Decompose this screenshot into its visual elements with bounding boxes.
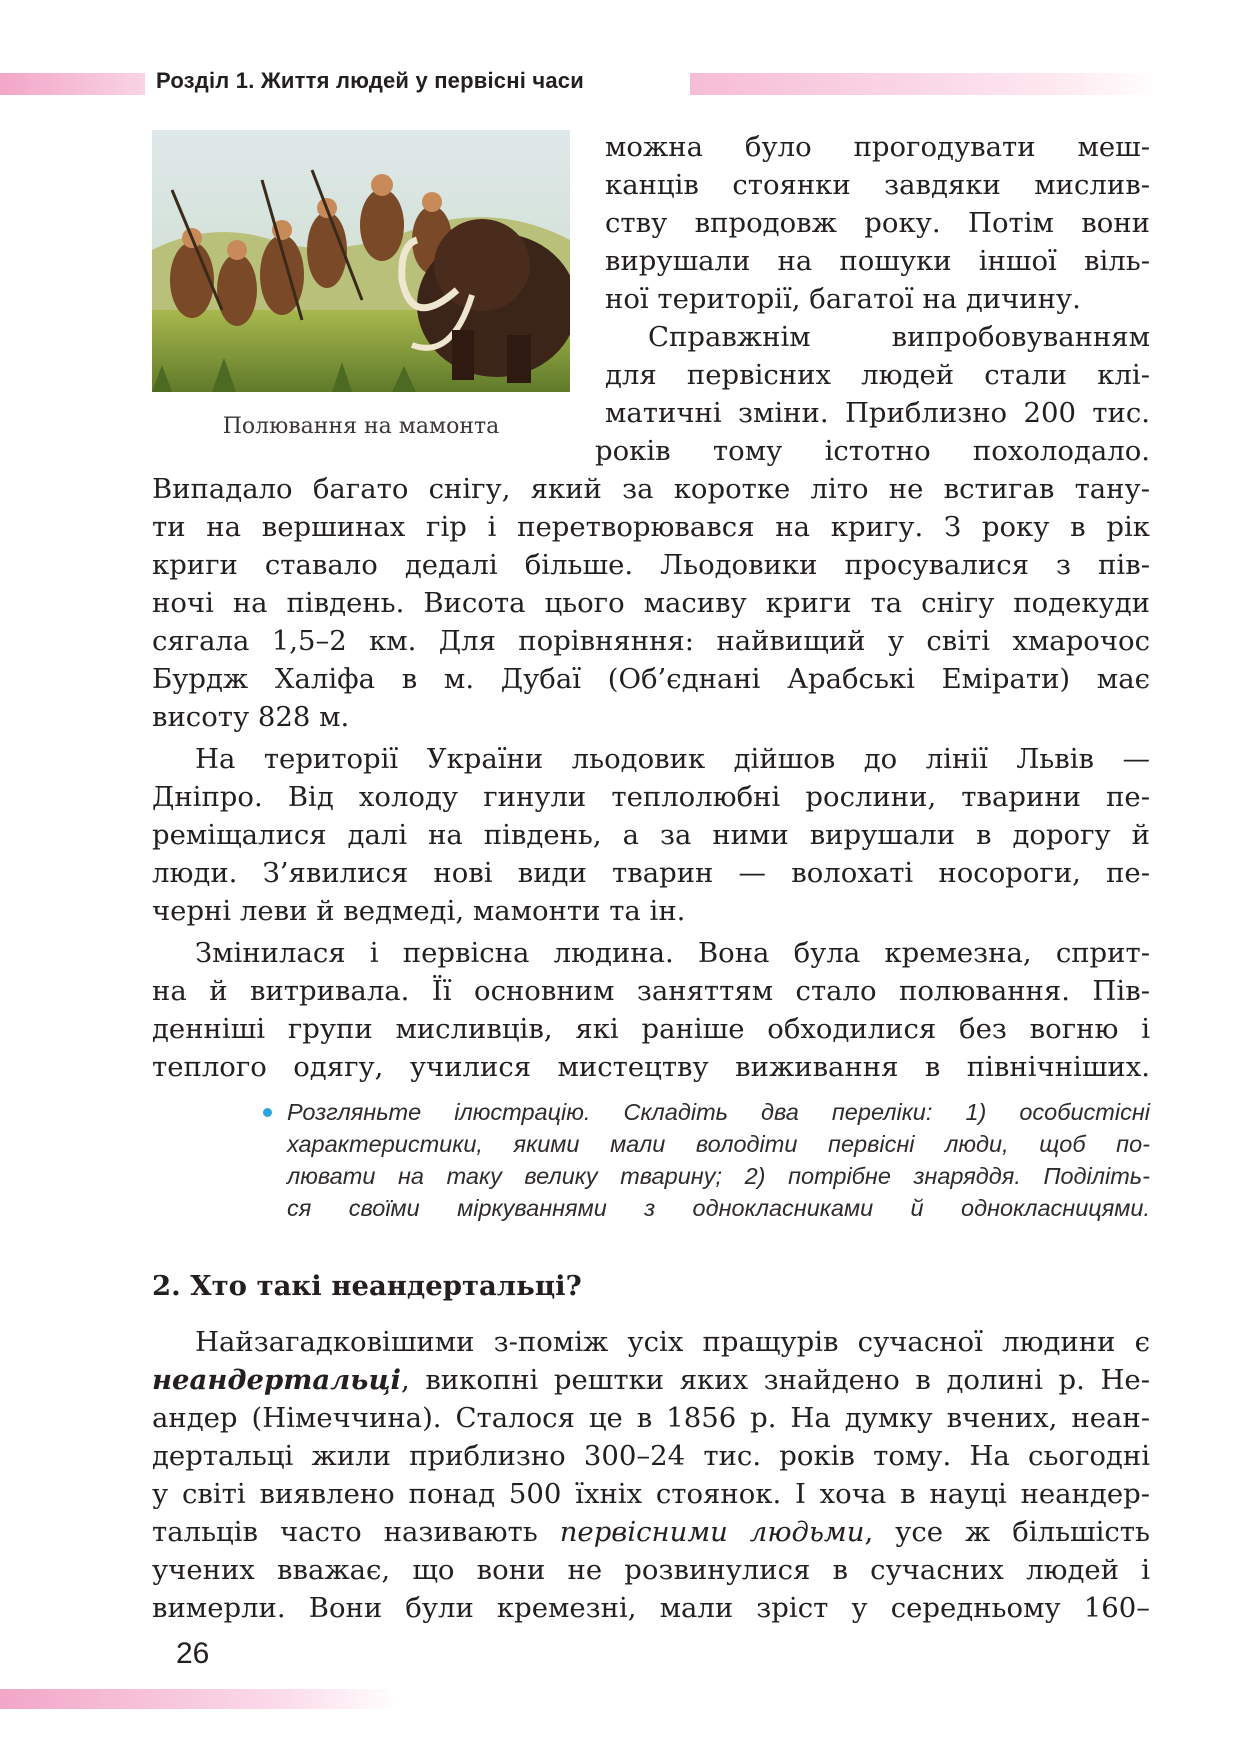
- text-span: тальців часто називають: [152, 1516, 560, 1548]
- text-line: теплого одягу, училися мистецтву виживання в північніших.: [152, 1051, 1150, 1083]
- text-line: дертальці жили приблизно 300–24 тис. років тому. На сьогодні: [152, 1440, 1150, 1472]
- task-line: характеристики, якими мали володіти первісні люди, щоб по-: [287, 1131, 1150, 1157]
- text-span: , викопні рештки яких знайдено в долині р. Не-: [400, 1364, 1150, 1396]
- text-line: висоту 828 м.: [152, 701, 350, 733]
- text-line: ти на вершинах гір і перетворювався на кригу. З року в рік: [152, 511, 1150, 543]
- text-line: вирушали на пошуки іншої віль-: [605, 245, 1150, 277]
- header-band-left: [0, 73, 145, 95]
- footer-band: [0, 1689, 400, 1709]
- text-line: [152, 1361, 1150, 1399]
- text-line: учених вважає, що вони не розвинулися в сучасних людей і: [152, 1554, 1150, 1586]
- text-line: черні леви й ведмеді, мамонти та ін.: [152, 895, 686, 927]
- text-line: [152, 1513, 1150, 1551]
- text-line: ночі на південь. Висота цього масиву криги та снігу подекуди: [152, 587, 1150, 619]
- term-neanderthals: неандертальці: [152, 1364, 401, 1396]
- text-line: Бурдж Халіфа в м. Дубаї (Об’єднані Арабські Емірати) має: [152, 663, 1150, 695]
- text-line: Справжнім випробовуванням: [648, 321, 1150, 353]
- text-line: Змінилася і первісна людина. Вона була кремезна, сприт-: [195, 937, 1150, 969]
- text-line: криги ставало дедалі більше. Льодовики просувалися з пів-: [152, 549, 1150, 581]
- text-line: років тому істотно похолодало.: [595, 435, 1150, 467]
- text-line: вимерли. Вони були кремезні, мали зріст у середньому 160–: [152, 1592, 1150, 1624]
- section-heading: 2. Хто такі неандертальці?: [152, 1270, 582, 1302]
- task-bullet-icon: [263, 1108, 272, 1117]
- text-line: ству впродовж року. Потім вони: [605, 207, 1150, 239]
- text-line: Найзагадковішими з-поміж усіх пращурів сучасної людини є: [195, 1326, 1150, 1358]
- text-line: ної території, багатої на дичину.: [605, 283, 1081, 315]
- chapter-title: Розділ 1. Життя людей у первісні часи: [156, 68, 584, 93]
- emphasis-primitive-people: первісними людьми: [559, 1516, 865, 1548]
- text-line: андер (Німеччина). Сталося це в 1856 р. На думку вчених, неан-: [152, 1402, 1150, 1434]
- text-line: денніші групи мисливців, які раніше обходилися без вогню і: [152, 1013, 1150, 1045]
- figure-caption: Полювання на мамонта: [222, 414, 500, 439]
- header-band-right: [690, 73, 1160, 95]
- task-line: лювати на таку велику тварину; 2) потрібне знаряддя. Поділіть-: [287, 1163, 1150, 1189]
- text-line: можна було прогодувати меш-: [605, 131, 1150, 163]
- task-line: Розгляньте ілюстрацію. Складіть два переліки: 1) особистісні: [287, 1099, 1150, 1125]
- text-line: на й витривала. Її основним заняттям стало полювання. Пів-: [152, 975, 1150, 1007]
- text-line: Дніпро. Від холоду гинули теплолюбні рослини, тварини пе-: [152, 781, 1150, 813]
- text-span: , усе ж більшість: [864, 1516, 1150, 1548]
- task-line: ся своїми міркуваннями з однокласниками й однокласницями.: [287, 1195, 1150, 1221]
- page-number: 26: [176, 1637, 210, 1670]
- text-line: На території України льодовик дійшов до лінії Львів —: [195, 743, 1150, 775]
- text-line: матичні зміни. Приблизно 200 тис.: [605, 397, 1150, 429]
- text-line: сягала 1,5–2 км. Для порівняння: найвищий у світі хмарочос: [152, 625, 1150, 657]
- mammoth-hunt-illustration: [152, 130, 570, 392]
- text-line: реміщалися далі на південь, а за ними вирушали в дорогу й: [152, 819, 1150, 851]
- text-line: у світі виявлено понад 500 їхніх стоянок. І хоча в науці неандер-: [152, 1478, 1150, 1510]
- text-line: люди. З’явилися нові види тварин — волохаті носороги, пе-: [152, 857, 1150, 889]
- text-line: Випадало багато снігу, який за коротке літо не встигав тану-: [152, 473, 1150, 505]
- text-line: канців стоянки завдяки мислив-: [605, 169, 1150, 201]
- text-line: для первісних людей стали клі-: [605, 359, 1150, 391]
